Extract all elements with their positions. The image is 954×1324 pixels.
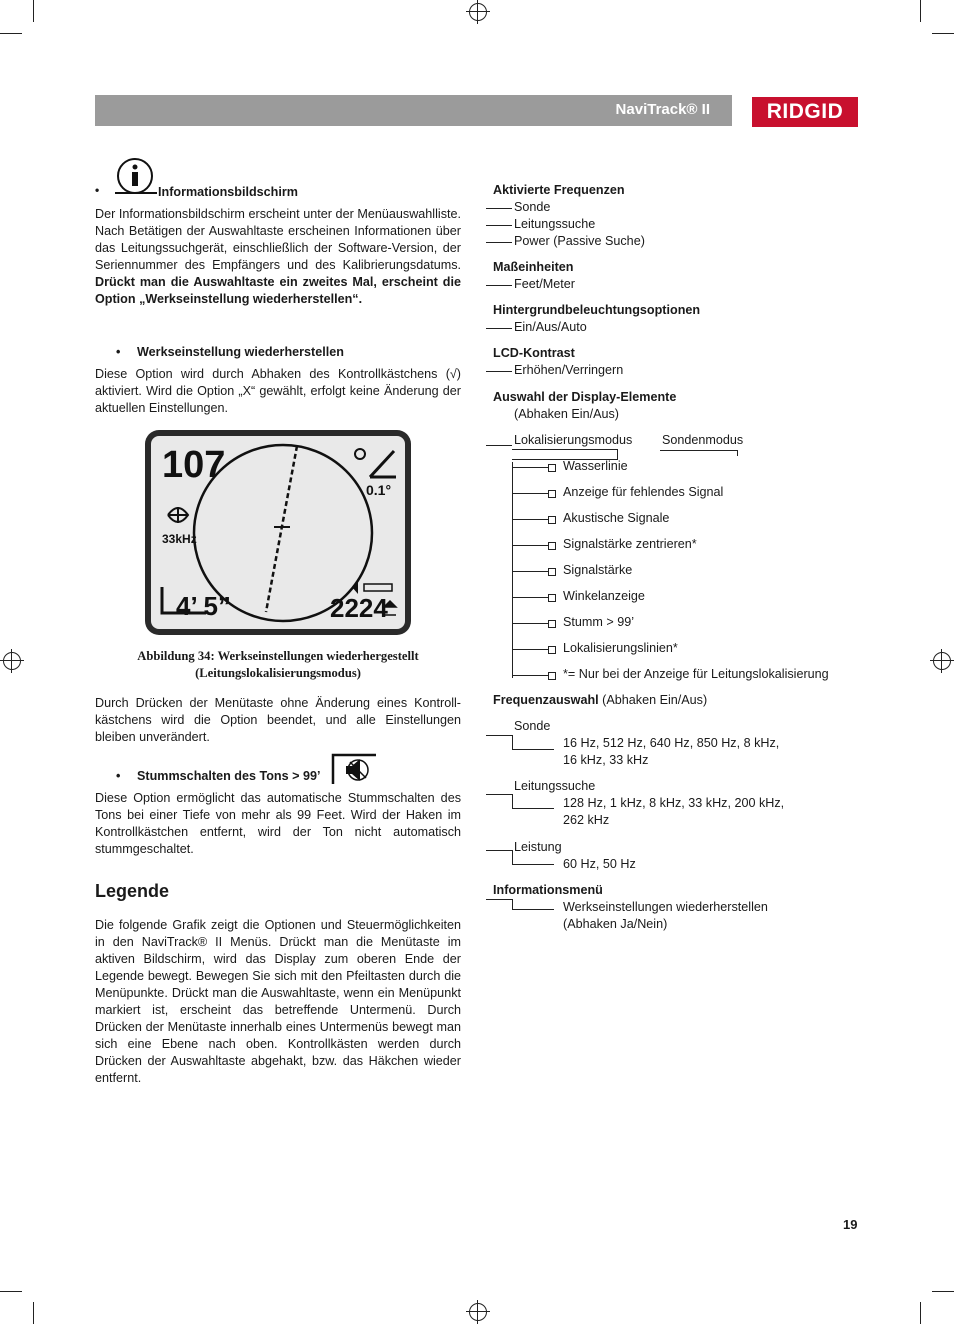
menu-paragraph: Durch Drücken der Menütaste ohne Änderung eines Kontrollkästchens wird die Option beendet, und alle Einstellungen bleiben unverändert. <box>95 696 461 744</box>
tree-item: Power (Passive Suche) <box>514 234 645 248</box>
bullet: • <box>116 769 121 783</box>
tree-element: Anzeige für fehlendes Signal <box>563 485 724 499</box>
checkbox <box>548 620 556 628</box>
signal-readout: 2224 <box>330 593 388 623</box>
legend-paragraph: Die folgende Grafik zeigt die Optionen und Steuermöglichkeiten in den NaviTrack® II Menüs. Drückt man die Menütaste im aktiven Bildschirm, wird das Display zum oberen Ende der Legende bewegt. Bewegen Sie sich mit den Pfeiltasten durch die Menüpunkte. Drückt man die Auswahltaste, wenn ein Menüpunkt markiert ist, erscheint das betreffende Untermenü. Durch Drücken der Menütaste innerhalb eines Untermenüs bewegt man sich eine Ebene nach oben. Kontrollkästen werden durch Drücken der Auswahltaste abgehakt, bzw. das Häkchen wieder entfernt. <box>95 918 461 1085</box>
figure-caption-2: (Leitungslokalisierungsmodus) <box>195 666 361 680</box>
tree-item: (Abhaken Ein/Aus) <box>514 407 620 421</box>
tree-item: Leitungssuche <box>514 217 596 231</box>
reset-paragraph: Diese Option wird durch Abhaken des Kontrollkästchens (√) aktiviert. Wird die Option „X“ gewählt, erfolgt keine Änderung der aktuellen Einstellungen. <box>95 367 461 415</box>
checkbox <box>548 464 556 472</box>
checkbox <box>548 646 556 654</box>
tree-heading-backlight: Hintergrundbeleuchtungsoptionen <box>493 303 701 317</box>
tree-element: Akustische Signale <box>563 511 670 525</box>
tree-sonde: Sonde <box>514 719 551 733</box>
tree-power-values: 60 Hz, 50 Hz <box>563 857 636 871</box>
tree-mode-locate: Lokalisierungsmodus <box>514 433 633 447</box>
registration-mark-icon <box>469 1303 487 1321</box>
tree-heading-frequencies: Aktivierte Frequenzen <box>493 183 625 197</box>
tree-line: Leitungssuche <box>514 779 596 793</box>
bullet: • <box>116 345 121 359</box>
info-text: Der Informationsbildschirm erscheint unter der Menüauswahlliste. Nach Betätigen der Auswahltaste erscheinen Informationen über das Leitungssuchgerät, einschließlich der Software-Version, der Seriennummer des Empfängers und des Kalibrierungsdatums. <box>95 207 461 272</box>
tree-element: Stumm > 99’ <box>563 615 635 629</box>
freqsel-heading: Frequenzauswahl <box>493 693 599 707</box>
tree-element: Lokalisierungslinien* <box>563 641 678 655</box>
tree-line-values: 262 kHz <box>563 813 610 827</box>
checkbox <box>548 594 556 602</box>
info-paragraph <box>95 206 461 308</box>
registration-mark-icon <box>3 652 21 670</box>
info-text-bold: Drückt man die Auswahltaste ein zweites Mal, erscheint die Option „Werkseinstellung wiederherstellen“. <box>95 275 461 306</box>
depth-readout: 107 <box>162 444 226 486</box>
tree-element: Wasserlinie <box>563 459 628 473</box>
tree-mode-sonde: Sondenmodus <box>662 433 744 447</box>
crop-mark <box>920 1302 921 1324</box>
freqsel-suffix: (Abhaken Ein/Aus) <box>602 693 708 707</box>
crop-mark <box>0 1291 22 1292</box>
ridgid-logo: RIDGID <box>752 97 858 127</box>
checkbox <box>548 568 556 576</box>
crop-mark <box>33 0 34 22</box>
tree-item: Ein/Aus/Auto <box>514 320 587 334</box>
crop-mark <box>0 33 22 34</box>
tree-footnote: *= Nur bei der Anzeige für Leitungslokalisierung <box>563 667 829 681</box>
tree-element: Signalstärke zentrieren* <box>563 537 697 551</box>
crop-mark <box>920 0 921 22</box>
tree-power: Leistung <box>514 840 562 854</box>
crop-mark <box>932 33 954 34</box>
tree-sonde-values: 16 kHz, 33 kHz <box>563 753 649 767</box>
reset-heading: Werkseinstellung wiederherstellen <box>137 345 344 359</box>
distance-readout: 4’ 5” <box>176 591 231 621</box>
tree-heading-display: Auswahl der Display-Elemente <box>493 390 677 404</box>
legend-heading: Legende <box>95 881 170 901</box>
tree-infomenu-item: (Abhaken Ja/Nein) <box>563 917 668 931</box>
bullet: • <box>95 183 100 197</box>
mute-paragraph: Diese Option ermöglicht das automatische Stummschalten des Tons bei einer Tiefe von mehr als 99 Feet. Wird der Haken im Kontrollkästchen entfernt, wird der Ton nicht automatisch stummgeschaltet. <box>95 791 461 856</box>
tree-element: Signalstärke <box>563 563 633 577</box>
tree-item: Feet/Meter <box>514 277 575 291</box>
checkbox <box>548 672 556 680</box>
crop-mark <box>932 1291 954 1292</box>
tree-heading-freqsel <box>493 692 707 709</box>
checkbox <box>548 542 556 550</box>
tree-heading-units: Maßeinheiten <box>493 260 574 274</box>
angle-readout: 0.1° <box>366 482 392 498</box>
info-heading: Informationsbildschirm <box>158 185 298 199</box>
tree-infomenu-item: Werkseinstellungen wiederherstellen <box>563 900 768 914</box>
lcd-figure <box>144 429 412 636</box>
tree-sonde-values: 16 Hz, 512 Hz, 640 Hz, 850 Hz, 8 kHz, <box>563 736 780 750</box>
registration-mark-icon <box>933 652 951 670</box>
crop-mark <box>33 1302 34 1324</box>
tree-heading-infomenu: Informationsmenü <box>493 883 603 897</box>
header-title: NaviTrack® II <box>615 101 710 118</box>
header-bar <box>95 95 732 126</box>
tree-element: Winkelanzeige <box>563 589 645 603</box>
tree-line-values: 128 Hz, 1 kHz, 8 kHz, 33 kHz, 200 kHz, <box>563 796 785 810</box>
tree-item: Sonde <box>514 200 551 214</box>
frequency-readout: 33kHz <box>162 532 197 546</box>
registration-mark-icon <box>469 3 487 21</box>
page-number: 19 <box>843 1217 858 1232</box>
mute-speaker-icon <box>330 752 378 784</box>
figure-caption-1: Abbildung 34: Werkseinstellungen wiederhergestellt <box>137 649 419 663</box>
checkbox <box>548 490 556 498</box>
tree-item: Erhöhen/Verringern <box>514 363 624 377</box>
checkbox <box>548 516 556 524</box>
info-icon <box>115 157 157 197</box>
tree-heading-lcd: LCD-Kontrast <box>493 346 575 360</box>
mute-heading: Stummschalten des Tons > 99’ <box>137 769 321 783</box>
